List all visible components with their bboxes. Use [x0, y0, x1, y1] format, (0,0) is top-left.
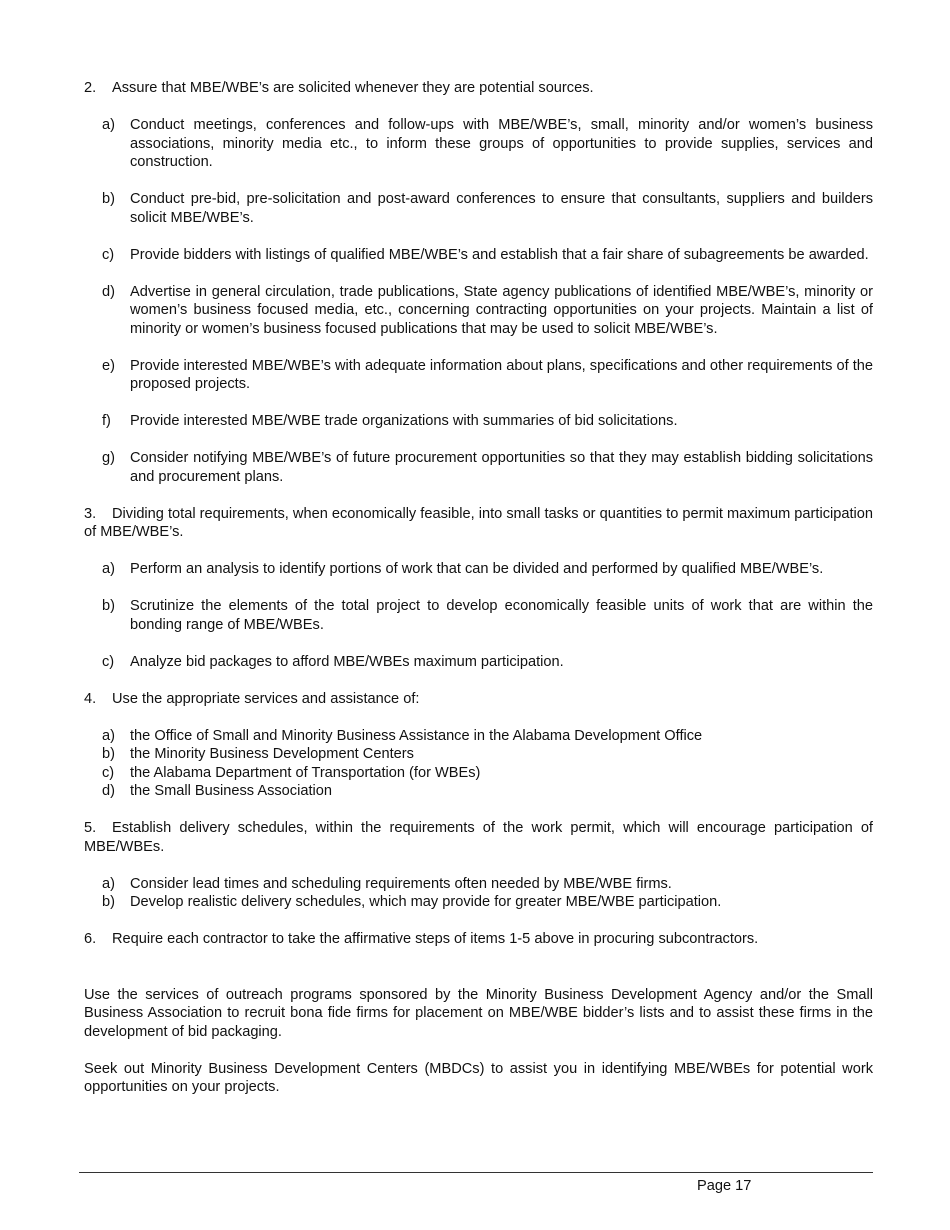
item-2g	[102, 449, 873, 486]
item-text: Use the appropriate services and assistance of:	[112, 690, 420, 707]
item-text: Provide interested MBE/WBE’s with adequate information about plans, specifications and other requirements of the proposed projects.	[130, 357, 873, 392]
item-5b	[102, 893, 873, 912]
item-6	[84, 930, 873, 949]
outreach-paragraph: Use the services of outreach programs sponsored by the Minority Business Development Agency and/or the Small Business Association to recruit bona fide firms for placement on MBE/WBE bidder’s lists and to assist these firms in the development of bid packaging.	[84, 986, 873, 1040]
item-4a	[102, 727, 873, 746]
item-2	[84, 79, 873, 98]
document-body	[84, 79, 873, 1097]
item-3c	[102, 653, 873, 672]
item-letter: c)	[102, 246, 115, 263]
item-letter: d)	[102, 283, 115, 300]
item-number: 5.	[84, 820, 97, 836]
item-letter: g)	[102, 450, 115, 466]
item-letter: d)	[102, 783, 115, 799]
item-text: the Small Business Association	[130, 783, 332, 799]
item-number: 4.	[84, 690, 97, 707]
item-letter: b)	[102, 191, 115, 207]
item-number: 6.	[84, 931, 97, 947]
item-letter: b)	[102, 598, 115, 614]
item-2d	[102, 283, 873, 339]
item-text: the Office of Small and Minority Business Assistance in the Alabama Development Office	[130, 727, 703, 744]
item-3a	[102, 560, 873, 579]
item-letter: b)	[102, 746, 115, 762]
item-text: Require each contractor to take the affirmative steps of items 1-5 above in procuring subcontractors.	[112, 931, 759, 947]
item-letter: a)	[102, 727, 115, 744]
item-text: Develop realistic delivery schedules, which may provide for greater MBE/WBE participation.	[130, 894, 722, 910]
item-5	[84, 819, 873, 856]
item-text: Consider lead times and scheduling requirements often needed by MBE/WBE firms.	[130, 875, 672, 892]
item-text: the Alabama Department of Transportation (for WBEs)	[130, 764, 481, 781]
item-letter: a)	[102, 875, 115, 892]
item-letter: b)	[102, 894, 115, 910]
item-text: Provide bidders with listings of qualified MBE/WBE’s and establish that a fair share of subagreements be awarded.	[130, 246, 869, 263]
item-letter: a)	[102, 561, 115, 577]
item-text: Dividing total requirements, when economically feasible, into small tasks or quantities to permit maximum participation of MBE/WBE’s.	[84, 505, 873, 540]
item-2f	[102, 412, 873, 431]
item-number: 2.	[84, 80, 97, 96]
item-text: Analyze bid packages to afford MBE/WBEs maximum participation.	[130, 653, 564, 670]
item-2c	[102, 246, 873, 265]
item-5a	[102, 875, 873, 894]
item-text: Perform an analysis to identify portions of work that can be divided and performed by qualified MBE/WBE’s.	[130, 561, 824, 577]
item-text: Consider notifying MBE/WBE’s of future procurement opportunities so that they may establish bidding solicitations and procurement plans.	[130, 450, 873, 485]
item-text: Assure that MBE/WBE’s are solicited whenever they are potential sources.	[112, 80, 594, 96]
item-4	[84, 690, 873, 709]
footer-divider	[79, 1172, 873, 1173]
item-4b	[102, 745, 873, 764]
item-text: the Minority Business Development Centers	[130, 746, 414, 762]
item-4d	[102, 782, 873, 801]
mbdc-paragraph: Seek out Minority Business Development Centers (MBDCs) to assist you in identifying MBE/WBEs for potential work opportunities on your projects.	[84, 1060, 873, 1095]
item-letter: e)	[102, 357, 115, 374]
item-5-list	[84, 875, 873, 912]
item-3b	[102, 597, 873, 634]
item-letter: f)	[102, 413, 111, 429]
page-number: Page 17	[697, 1178, 752, 1194]
item-2b	[102, 190, 873, 227]
item-letter: a)	[102, 117, 115, 133]
item-text: Provide interested MBE/WBE trade organizations with summaries of bid solicitations.	[130, 413, 678, 429]
item-4-list	[84, 727, 873, 801]
item-text: Establish delivery schedules, within the requirements of the work permit, which will encourage participation of MBE/WBEs.	[84, 820, 873, 855]
item-text: Scrutinize the elements of the total project to develop economically feasible units of work that are within the bonding range of MBE/WBEs.	[130, 598, 873, 633]
item-text: Conduct pre-bid, pre-solicitation and post-award conferences to ensure that consultants, suppliers and builders solicit MBE/WBE’s.	[130, 191, 873, 226]
item-letter: c)	[102, 653, 115, 670]
item-text: Conduct meetings, conferences and follow-ups with MBE/WBE’s, small, minority and/or women’s business associations, minority media etc., to inform these groups of opportunities to provide supplies, services and construction.	[130, 117, 873, 170]
item-4c	[102, 764, 873, 783]
item-letter: c)	[102, 764, 115, 781]
item-number: 3.	[84, 505, 97, 522]
item-2e	[102, 357, 873, 394]
item-3	[84, 505, 873, 542]
item-text: Advertise in general circulation, trade publications, State agency publications of identified MBE/WBE’s, minority or women’s business focused media, etc., concerning contracting opportunities on your projects. Maintain a list of minority or women’s business focused publications that may be used to solicit MBE/WBE’s.	[130, 283, 873, 337]
item-2a	[102, 116, 873, 172]
